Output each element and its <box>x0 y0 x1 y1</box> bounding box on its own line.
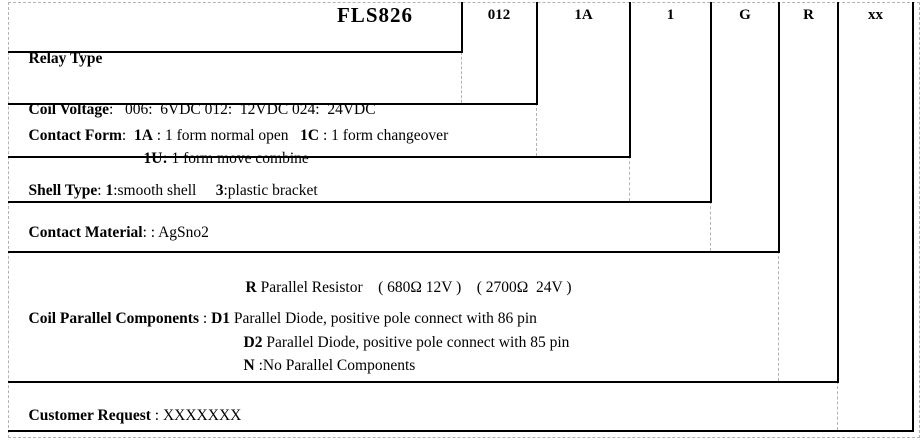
segment-shell-type-code: 1 <box>666 7 675 23</box>
segment-customer-request-code: xx <box>868 7 883 23</box>
divider-1-g <box>710 2 712 201</box>
divider-012-1a <box>536 2 538 103</box>
row-coil-parallel-n <box>228 339 415 392</box>
coil-parallel-label: Coil Parallel Components <box>28 309 199 327</box>
contact-form-opt1-code: 1A <box>133 126 153 144</box>
coil-voltage-options: : 006: 6VDC 012: 12VDC 024: 24VDC <box>109 100 376 118</box>
customer-request-label: Customer Request <box>28 406 151 424</box>
gridline-continuation <box>778 251 779 381</box>
gridline-continuation <box>710 201 711 251</box>
coil-parallel-d1-code: D1 <box>211 309 231 327</box>
row-customer-request <box>13 389 241 441</box>
gridline-continuation <box>837 381 838 430</box>
gridline-continuation <box>461 52 462 103</box>
shell-type-label: Shell Type <box>28 181 98 199</box>
divider-g-r <box>778 2 780 251</box>
segment-contact-material-code: G <box>739 7 751 23</box>
row-contact-material <box>13 206 209 259</box>
shell-type-opt1-code: 1 <box>105 181 114 199</box>
row-relay-type <box>13 32 102 85</box>
parallel-resistor-code: R <box>245 278 257 296</box>
customer-request-value: : XXXXXXX <box>150 406 242 424</box>
shell-type-opt2-code: 3 <box>215 181 224 199</box>
coil-parallel-d1-desc: Parallel Diode, positive pole connect with 86 pin <box>230 309 537 327</box>
coil-parallel-n-code: N <box>243 356 255 374</box>
divider-model-012 <box>461 2 463 52</box>
contact-form-opt3-desc: 1 form move combine <box>167 149 309 167</box>
gridline-continuation <box>629 156 630 201</box>
contact-form-opt3-code: 1U: <box>143 149 168 167</box>
segment-contact-form-code: 1A <box>574 7 593 23</box>
contact-form-opt2-desc: : 1 form changeover <box>319 126 449 144</box>
contact-form-opt1-desc: : 1 form normal open <box>152 126 301 144</box>
coil-parallel-n-desc: :No Parallel Components <box>254 356 416 374</box>
contact-material-label: Contact Material <box>28 223 143 241</box>
contact-material-value: : : AgSno2 <box>142 223 209 241</box>
contact-form-opt2-code: 1C <box>300 126 320 144</box>
shell-type-opt1-desc: :smooth shell <box>113 181 216 199</box>
divider-1a-1 <box>629 2 631 156</box>
shell-type-colon: : <box>97 181 106 199</box>
coil-parallel-d2-desc: Parallel Diode, positive pole connect with 85 pin <box>262 333 570 351</box>
segment-coil-parallel-code: R <box>803 7 814 23</box>
coil-voltage-label: Coil Voltage <box>28 100 110 118</box>
model-code: FLS826 <box>336 3 413 27</box>
divider-r-xx <box>837 2 839 381</box>
segment-coil-voltage-code: 012 <box>487 7 511 23</box>
relay-type-label: Relay Type <box>28 49 103 67</box>
right-border-line <box>912 2 914 430</box>
gridline-continuation <box>536 103 537 156</box>
rule-coil-parallel <box>8 381 839 383</box>
contact-form-label: Contact Form <box>28 126 122 144</box>
coil-parallel-d2-code: D2 <box>243 333 263 351</box>
coil-parallel-colon: : <box>199 309 212 327</box>
shell-type-opt2-desc: :plastic bracket <box>223 181 318 199</box>
parallel-resistor-desc: Parallel Resistor ( 680Ω 12V ) ( 2700Ω 24V ) <box>256 278 572 296</box>
contact-form-colon: : <box>121 126 134 144</box>
